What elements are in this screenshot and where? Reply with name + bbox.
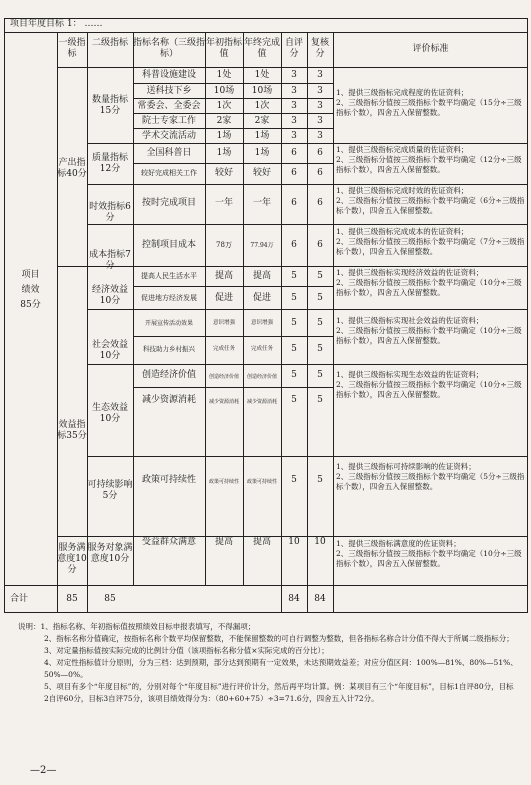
criteria-satisfaction bbox=[336, 539, 526, 569]
criteria-line: 1、提供三级指标实现经济效益的佐证资料； bbox=[336, 268, 484, 277]
row-review: 3 bbox=[317, 70, 323, 80]
level2-economic: 经济效益10分 bbox=[91, 285, 128, 306]
level2-cost: 成本指标7分 bbox=[89, 250, 131, 271]
row-actual: 促进 bbox=[252, 293, 271, 303]
notes bbox=[18, 621, 518, 705]
col-header-criteria: 评价标准 bbox=[412, 44, 449, 54]
total-self: 84 bbox=[288, 594, 300, 604]
criteria-line: 1、提供三级指标实现生态效益的佐证资料； bbox=[336, 370, 484, 379]
criteria-line: 1、提供三级指标实现社会效益的佐证资料； bbox=[336, 316, 484, 325]
row-review: 3 bbox=[317, 101, 323, 111]
row-self: 6 bbox=[291, 148, 297, 158]
row-self: 3 bbox=[291, 116, 297, 126]
note-line: 2、指标名称分值确定，按指标名称个数平均保留整数，不能保留整数的可自行调整为整数，但各指标名称合计分值不得大于所属二级指标分； bbox=[44, 634, 514, 643]
row-self: 3 bbox=[291, 101, 297, 111]
project-label-3: 85分 bbox=[20, 300, 41, 310]
row-name: 按时完成项目 bbox=[141, 198, 196, 208]
row-review: 6 bbox=[317, 168, 323, 178]
level2-satisfaction: 服务对象满意度10分 bbox=[87, 543, 133, 564]
row-name: 减少资源消耗 bbox=[141, 395, 196, 405]
row-self: 6 bbox=[291, 198, 297, 208]
row-actual: 政策可持续性 bbox=[246, 479, 277, 485]
level2-timeliness: 时效指标6分 bbox=[89, 202, 131, 223]
row-actual: 提高 bbox=[252, 271, 271, 281]
row-name: 创造经济价值 bbox=[141, 370, 196, 380]
row-target: 1次 bbox=[216, 101, 232, 111]
row-actual: 77.94万 bbox=[250, 242, 274, 249]
row-target: 1处 bbox=[216, 70, 232, 80]
row-name: 科普设施建设 bbox=[141, 70, 196, 80]
level2-quantity: 数量指标15分 bbox=[91, 95, 128, 116]
level1-satisfaction: 服务满意度10分 bbox=[57, 543, 87, 575]
row-actual: 1次 bbox=[254, 101, 270, 111]
criteria-line: 1、提供三级指标可持续影响的佐证资料； bbox=[336, 462, 476, 471]
row-name: 政策可持续性 bbox=[141, 475, 196, 485]
row-self: 5 bbox=[291, 344, 297, 354]
row-review: 6 bbox=[317, 148, 323, 158]
criteria-line: 2、三级指标分值按三级指标个数平均确定（10分÷三级指标个数），四舍五入保留整数。 bbox=[336, 326, 522, 345]
header-title: 项目年度目标 1： …… bbox=[10, 19, 103, 29]
criteria-line: 2、三级指标分值按三级指标个数平均确定（5分÷三级指标个数），四舍五入保留整数。 bbox=[336, 472, 525, 491]
criteria-line: 2、三级指标分值按三级指标个数平均确定（10分÷三级指标个数），四舍五入保留整数。 bbox=[336, 278, 522, 297]
criteria-line: 2、三级指标分值按三级指标个数平均确定（12分÷三级指标个数），四舍五入保留整数。 bbox=[336, 155, 522, 174]
row-target: 1场 bbox=[216, 131, 232, 141]
row-name: 学术交流活动 bbox=[141, 131, 196, 141]
note-line: 5、项目有多个“年度目标”的，分别对每个“年度目标”进行评价计分，然后再平均计算。例：某项目有三个“年度目标”，目标1自评80分，目标2自评60分，目标3自评75分，该项目绩效得分为：（80+60+75）÷3=71.6分，四舍五入计72分。 bbox=[44, 682, 514, 703]
page-number: —2— bbox=[30, 765, 57, 776]
row-self: 5 bbox=[291, 395, 297, 405]
criteria-line: 2、三级指标分值按三级指标个数平均确定（10分÷三级指标个数），四舍五入保留整数。 bbox=[336, 380, 522, 399]
row-review: 3 bbox=[317, 116, 323, 126]
row-actual: 较好 bbox=[252, 168, 271, 178]
row-name: 全国科普日 bbox=[146, 148, 192, 158]
row-target: 提高 bbox=[214, 271, 233, 281]
row-target: 2家 bbox=[216, 116, 232, 126]
criteria-line: 2、三级指标分值按三级指标个数平均确定（7分÷三级指标个数），四舍五入保留整数。 bbox=[336, 237, 525, 256]
row-review: 5 bbox=[317, 271, 323, 281]
criteria-line: 2、三级指标分值按三级指标个数平均确定（6分÷三级指标个数），四舍五入保留整数。 bbox=[336, 196, 525, 215]
row-review: 3 bbox=[317, 131, 323, 141]
row-actual: 1场 bbox=[254, 131, 270, 141]
criteria-sustain bbox=[336, 462, 526, 492]
row-actual: 1处 bbox=[254, 70, 270, 80]
project-label-2: 绩效 bbox=[21, 285, 40, 295]
level2-social: 社会效益10分 bbox=[91, 340, 128, 361]
row-name: 受益群众满意 bbox=[141, 537, 196, 547]
row-name: 促进地方经济发展 bbox=[141, 294, 197, 302]
row-review: 5 bbox=[317, 344, 323, 354]
row-actual: 完成任务 bbox=[250, 346, 273, 352]
note-line: 3、对定量指标值按实际完成的比例计分值（该项指标名称分值×实际完成的百分比）； bbox=[44, 646, 329, 655]
row-review: 5 bbox=[317, 395, 323, 405]
level1-benefit: 效益指标35分 bbox=[57, 420, 87, 441]
row-target: 政策可持续性 bbox=[208, 479, 239, 485]
total-level2: 85 bbox=[104, 594, 116, 604]
row-target: 创造经济价值 bbox=[208, 374, 239, 380]
col-header-target: 年初指标值 bbox=[205, 38, 242, 59]
row-review: 3 bbox=[317, 86, 323, 96]
row-review: 6 bbox=[317, 240, 323, 250]
col-header-level1: 一级指标 bbox=[58, 38, 86, 59]
row-self: 5 bbox=[291, 370, 297, 380]
row-target: 意识增强 bbox=[212, 320, 235, 326]
col-header-actual: 年终完成值 bbox=[243, 38, 280, 59]
criteria-social bbox=[336, 316, 526, 346]
row-self: 6 bbox=[291, 240, 297, 250]
row-self: 5 bbox=[291, 293, 297, 303]
criteria-line: 1、提供三级指标完成成本的佐证资料； bbox=[336, 227, 469, 236]
note-line: 说明：1、指标名称、年初指标值按照绩效目标申报表填写，不得漏项； bbox=[18, 622, 256, 631]
row-target: 提高 bbox=[214, 537, 233, 547]
criteria-quantity bbox=[336, 88, 526, 118]
note-line: 4、对定性指标值计分原则，分为三档：达到预期，部分达到预期有一定效果，未达预期效益差；对应分值区间：100%—81%、80%—51%、50%—0%。 bbox=[44, 658, 518, 679]
level2-ecological: 生态效益10分 bbox=[91, 403, 128, 424]
row-name: 提高人民生活水平 bbox=[141, 272, 197, 280]
row-self: 5 bbox=[291, 318, 297, 328]
row-actual: 减少资源消耗 bbox=[246, 399, 277, 405]
level1-output: 产出指标40分 bbox=[57, 158, 87, 179]
row-name: 院士专家工作 bbox=[141, 116, 196, 126]
row-review: 5 bbox=[317, 475, 323, 485]
criteria-ecological bbox=[336, 370, 526, 400]
criteria-line: 1、提供三级指标满意度的佐证资料； bbox=[336, 539, 461, 548]
row-actual: 创造经济价值 bbox=[246, 374, 277, 380]
row-review: 5 bbox=[317, 370, 323, 380]
row-target: 完成任务 bbox=[212, 346, 235, 352]
row-review: 6 bbox=[317, 198, 323, 208]
row-target: 78万 bbox=[216, 241, 232, 249]
row-self: 5 bbox=[291, 475, 297, 485]
level2-sustain: 可持续影响5分 bbox=[87, 480, 133, 501]
row-actual: 2家 bbox=[254, 116, 270, 126]
criteria-economic bbox=[336, 268, 526, 298]
row-target: 1场 bbox=[216, 148, 232, 158]
criteria-line: 2、三级指标分值按三级指标个数平均确定（10分÷三级指标个数），四舍五入保留整数。 bbox=[336, 549, 522, 568]
row-review: 5 bbox=[317, 293, 323, 303]
row-self: 5 bbox=[291, 271, 297, 281]
criteria-line: 2、三级指标分值按三级指标个数平均确定（15分÷三级指标个数），四舍五入保留整数。 bbox=[336, 98, 522, 117]
row-self: 3 bbox=[291, 70, 297, 80]
row-self: 3 bbox=[291, 131, 297, 141]
row-self: 6 bbox=[291, 168, 297, 178]
row-name: 较好完成相关工作 bbox=[141, 169, 197, 177]
col-header-self: 自评分 bbox=[284, 38, 303, 59]
row-target: 减少资源消耗 bbox=[208, 399, 239, 405]
total-review: 84 bbox=[314, 594, 326, 604]
total-level1: 85 bbox=[66, 594, 78, 604]
level2-quality: 质量指标12分 bbox=[91, 153, 128, 174]
criteria-cost bbox=[336, 227, 526, 257]
row-target: 一年 bbox=[214, 198, 233, 208]
row-actual: 1场 bbox=[254, 148, 270, 158]
project-label-1: 项目 bbox=[21, 270, 40, 280]
row-name: 送科技下乡 bbox=[146, 86, 192, 96]
row-review: 10 bbox=[314, 537, 326, 547]
row-actual: 一年 bbox=[252, 198, 271, 208]
col-header-indicator: 指标名称（三级指标） bbox=[133, 38, 206, 59]
col-header-level2: 二级指标 bbox=[91, 38, 128, 48]
criteria-line: 1、提供三级指标完成程度的佐证资料； bbox=[336, 88, 469, 97]
row-actual: 10场 bbox=[251, 86, 273, 96]
row-target: 较好 bbox=[214, 168, 233, 178]
col-header-review: 复核分 bbox=[310, 38, 329, 59]
row-self: 10 bbox=[288, 537, 300, 547]
row-self: 3 bbox=[291, 86, 297, 96]
criteria-timeliness bbox=[336, 186, 526, 216]
criteria-line: 1、提供三级指标完成质量的佐证资料； bbox=[336, 145, 469, 154]
row-review: 5 bbox=[317, 318, 323, 328]
criteria-line: 1、提供三级指标完成时效的佐证资料； bbox=[336, 186, 469, 195]
row-name: 常委会、全委会 bbox=[137, 101, 201, 111]
criteria-quality bbox=[336, 145, 526, 175]
row-name: 科技助力乡村振兴 bbox=[143, 345, 195, 353]
row-name: 控制项目成本 bbox=[141, 240, 196, 250]
row-target: 10场 bbox=[213, 86, 235, 96]
row-name: 开展宣传活动效果 bbox=[144, 320, 193, 327]
row-actual: 意识增强 bbox=[250, 320, 273, 326]
row-actual: 提高 bbox=[252, 537, 271, 547]
total-label: 合计 bbox=[10, 594, 29, 604]
row-target: 促进 bbox=[214, 293, 233, 303]
